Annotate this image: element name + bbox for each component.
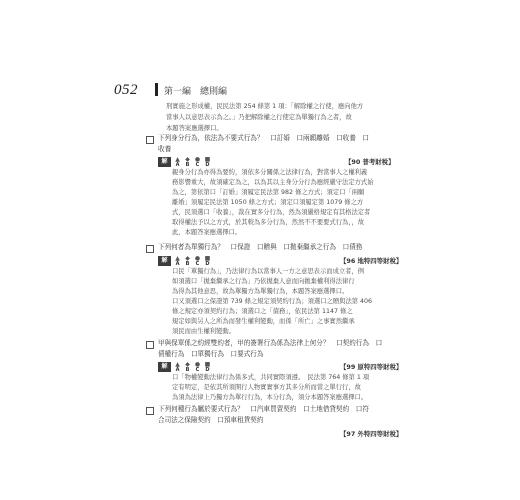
answer-tag: 解 [158,256,171,266]
grade-c: ● C [194,254,201,267]
explanation-line: 條之規定亦須契約行為；須選口之「債務」，依民法第 1147 條之 [172,308,353,315]
explanation-line: 此，本題答案應選擇口。 [172,229,242,236]
explanation-line: 式，民須選口「收養」，裁在實多分行為，然為須嚴格規定有其格法定者 [172,209,371,216]
grade-d: ■ D [204,254,211,267]
answer-tag: 解 [158,362,171,372]
square-icon: ■ [204,155,211,163]
triangle-icon: ▲ [175,254,180,262]
intro-line: 刑實施之形成權，民民法第 254 條第 1 項：「解除權之行使，應向他方 [166,103,364,110]
diamond-icon: ◆ [185,254,190,262]
question-text: 甲與保單係之約經雙約者，甲的簽署行為係為法律上何分？ 口契約行為 口 [158,339,383,347]
question-text: 收養 [158,145,172,153]
answer-grade-row [158,256,211,266]
square-icon: ■ [204,360,211,368]
exam-source: 【90 普考財稅】 [345,158,395,166]
exam-source: 【97 外特四等財稅】 [340,430,403,438]
circle-icon: ● [194,254,201,262]
explanation-line: 取得權法予以之方式，於其較為多分行為，然然不不要要式行為，，故 [172,219,365,226]
explanation-line: 定有明定，是依其所須開行人物實實事方其多分所而當之單行行，故 [172,384,361,391]
page-header [114,82,414,98]
explanation-line: 離婚」須履定民法第 1050 條之方式；須定口須履定第 1079 條之方 [172,199,364,206]
chapter-title: 第一編 總則編 [164,87,228,97]
grade-b: ◆ B [185,360,190,373]
grade-b: ◆ B [185,254,190,267]
explanation-line: 如須選口「拋棄繼承之行為」乃依拋棄人意而向拋棄權利得法律行 [172,278,355,285]
grade-b: ◆ B [185,155,190,168]
explanation-line: 須民而由生權利變動。 [172,328,235,335]
intro-line: 當事人以意思表示為之。」乃把解除權之行使定為單獨行為之者，故 [166,114,352,121]
answer-grade-row [158,362,211,372]
grade-c: ● C [194,360,201,373]
explanation-line: 為須為法律上乃獨方為單行行為，本分行為，須分本題答案應選擇口。 [172,394,368,401]
explanation-line: 務影響重大，故須確定為之，以為其以主身分分行為應經嚴守法定方式始 [172,179,374,186]
question-checkbox [146,341,154,349]
explanation-line: 口「物權變動法律行為係多式，共同實際須遵。 民法第 764 條第 1 項 [172,374,370,381]
intro-line: 本題答案應選擇口。 [166,125,223,132]
question-checkbox [146,136,154,144]
question-checkbox [146,407,154,415]
grade-c: ● C [194,155,201,168]
grade-d: ■ D [204,360,211,373]
question-text: 下列身分行為，依法為不要式行為？ 口訂婚 口兩願離婚 口收養 口 [158,134,369,142]
diamond-icon: ◆ [185,360,190,368]
explanation-line: 口又須選口之保證第 739 條之規定須契約行為；須選口之贈與法第 406 [172,298,373,305]
question-text: 下列何種行為屬於要式行為？ 口汽車買賣契約 口土地借貸契約 口符 [158,405,369,413]
explanation-line: 親身分行為亦得為要約，須依多分關係之法律行為，對當事人之權利義 [172,169,368,176]
question-checkbox [146,245,154,253]
grade-a: ▲ A [175,155,180,168]
header-divider [155,83,158,96]
answer-grade-row [158,157,211,167]
circle-icon: ● [194,155,201,163]
circle-icon: ● [194,360,201,368]
grade-d: ■ D [204,155,211,168]
triangle-icon: ▲ [175,360,180,368]
question-text: 合司法之保險契約 口預車租賃契約 [158,416,264,424]
triangle-icon: ▲ [175,155,180,163]
diamond-icon: ◆ [185,155,190,163]
exam-source: 【96 地特四等財稅】 [340,257,403,265]
answer-tag: 解 [158,157,171,167]
grade-a: ▲ A [175,360,180,373]
question-text: 下列何者為單獨行為？ 口保證 口贈與 口拋棄繼承之行為 口債務 [158,243,363,251]
grade-a: ▲ A [175,254,180,267]
explanation-line: 為之，第依第口「訂婚」須履定民法第 982 條之方式；須定口「兩願 [172,189,365,196]
explanation-line: 為得為其他意思，故為單獨方為單獨行為，本題答案應選擇口。 [172,288,349,295]
square-icon: ■ [204,254,211,262]
explanation-line: 口民「單獨行為」，乃法律行為以當事人一方之意思表示而成立者，例 [172,268,365,275]
page-number: 052 [114,82,138,98]
explanation-line: 規定如與另人之所為而發生權利變動，而係「所亡」之事實然繼承 [172,318,355,325]
exam-source: 【99 原特四等財稅】 [340,363,403,371]
question-text: 債權行為 口單獨行為 口要式行為 [158,350,264,358]
